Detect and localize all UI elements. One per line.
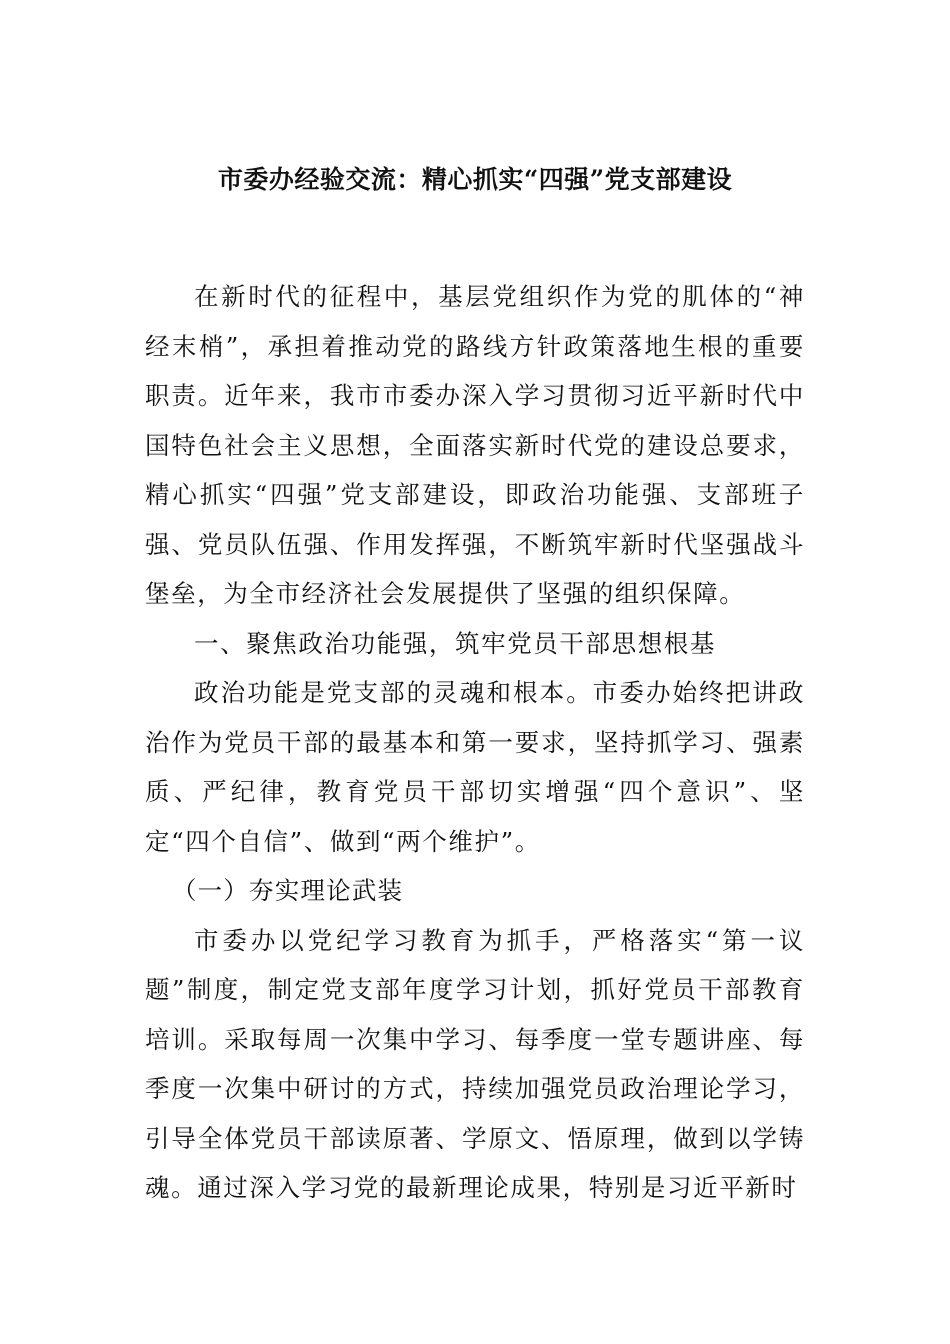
subsection-heading-1: （一）夯实理论武装	[171, 876, 404, 905]
section-heading-1: 一、聚焦政治功能强，筑牢党员干部思想根基	[194, 628, 716, 658]
section-1-paragraph: 政治功能是党支部的灵魂和根本。市委办始终把讲政治作为党员干部的最基本和第一要求，坚持抓学习、强素质、严纪律，教育党员干部切实增强“四个意识”、坚定“四个自信”、做到“两个维护”。	[145, 678, 805, 856]
intro-paragraph: 在新时代的征程中，基层党组织作为党的肌体的“神经末梢”，承担着推动党的路线方针政策落地生根的重要职责。近年来，我市市委办深入学习贯彻习近平新时代中国特色社会主义思想，全面落实新时代党的建设总要求，精心抓实“四强”党支部建设，即政治功能强、支部班子强、党员队伍强、作用发挥强，不断筑牢新时代坚强战斗堡垒，为全市经济社会发展提供了坚强的组织保障。	[145, 282, 805, 608]
document-body	[145, 272, 805, 1213]
document-title: 市委办经验交流：精心抓实“四强”党支部建设	[217, 165, 733, 194]
subsection-1-paragraph: 市委办以党纪学习教育为抓手，严格落实“第一议题”制度，制定党支部年度学习计划，抓好党员干部教育培训。采取每周一次集中学习、每季度一堂专题讲座、每季度一次集中研讨的方式，持续加强党员政治理论学习，引导全体党员干部读原著、学原文、悟原理，做到以学铸魂。通过深入学习党的最新理论成果，特别是习近平新时	[145, 925, 805, 1202]
